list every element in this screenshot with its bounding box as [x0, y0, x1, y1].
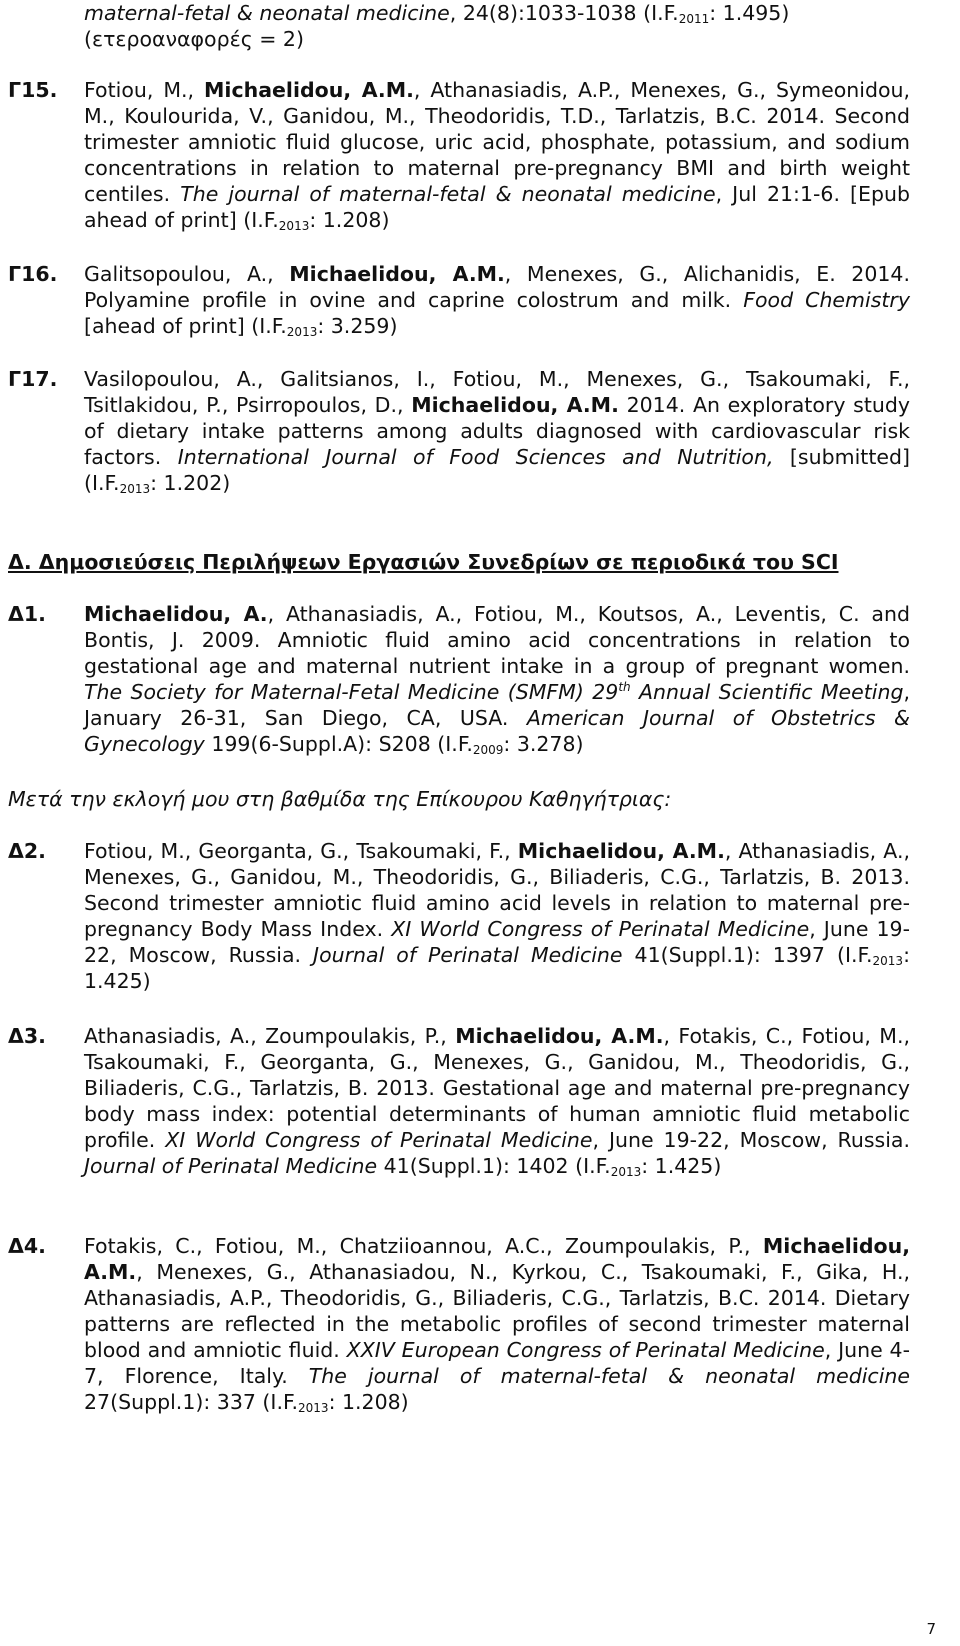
highlighted-author: Michaelidou, A.M. [204, 78, 414, 102]
journal-name: Food Chemistry [743, 288, 910, 312]
journal-name: Journal of Perinatal Medicine [313, 943, 623, 967]
conference-name: The Society for Maternal-Fetal Medicine (SMFM) 29th Annual Scientific Meeting [84, 680, 904, 704]
entry-text: Fotakis, C., Fotiou, M., Chatziioannou, A.C., Zoumpoulakis, P., Michaelidou, A.M., Menexes, G., Athanasiadou, N., Kyrkou, C., Tsakoumaki, F., Gika, H., Athanasiadis, A.P., Theodoridis, G., Biliaderis, C.G., Tarlatzis, B.C. 2014. Dietary patterns are reflected in the metabolic profiles of second trimester maternal blood and amniotic fluid. XXIV European Congress of Perinatal Medicine, June 4-7, Florence, Italy. The journal of maternal-fetal & neonatal medicine 27(Suppl.1): 337 ($I.F._{2013}$: 1.208) [84, 1234, 910, 1415]
highlighted-author: Michaelidou, A.M. [455, 1024, 664, 1048]
entry-number: Δ1. [8, 602, 46, 626]
journal-name: Journal of Perinatal Medicine [84, 1154, 378, 1178]
entry-number: Γ17. [8, 367, 58, 391]
conference-name: XI World Congress of Perinatal Medicine [165, 1128, 593, 1152]
journal-name: American Journal of Obstetrics & Gynecology [84, 706, 911, 756]
highlighted-author: Michaelidou, A. [84, 602, 268, 626]
entry-text: Vasilopoulou, A., Galitsianos, I., Fotiou, M., Menexes, G., Tsakoumaki, F., Tsitlakidou, P., Psirropoulos, D., Michaelidou, A.M. 2014. An exploratory study of dietary intake patterns among adults diagnosed with cardiovascular risk factors. International Journal of Food Sciences and Nutrition, [submitted] ($I.F._{2013}$: 1.202) [84, 367, 911, 496]
continuation-paragraph: maternal-fetal & neonatal medicine, 24(8):1033-1038 ($I.F._{2011}$: 1.495) (ετεροαναφορές = 2) [84, 1, 790, 51]
entry-number: Γ16. [8, 262, 58, 286]
journal-name: maternal-fetal & neonatal medicine [84, 1, 450, 25]
conference-name: XXIV European Congress of Perinatal Medicine [346, 1338, 825, 1362]
page-number: 7 [926, 1620, 936, 1638]
journal-name: The journal of maternal-fetal & neonatal medicine [180, 182, 716, 206]
entry-text: Galitsopoulou, A., Michaelidou, A.M., Menexes, G., Alichanidis, E. 2014. Polyamine profile in ovine and caprine colostrum and milk. Food Chemistry [ahead of print] ($I.F._{2013}$: 3.259) [84, 262, 910, 339]
highlighted-author: Michaelidou, A.M. [411, 393, 619, 417]
highlighted-author: Michaelidou, A.M. [517, 839, 725, 863]
entry-number: Δ3. [8, 1024, 46, 1048]
entry-number: Δ4. [8, 1234, 46, 1258]
section-heading: Δ. Δημοσιεύσεις Περιλήψεων Εργασιών Συνεδρίων σε περιοδικά του SCI [8, 550, 839, 574]
entry-text: Michaelidou, A., Athanasiadis, A., Fotiou, M., Koutsos, A., Leventis, C. and Bontis, J. 2009. Amniotic fluid amino acid concentrations in relation to gestational age and maternal nutrient intake in a group of pregnant women. The Society for Maternal-Fetal Medicine (SMFM) 29th Annual Scientific Meeting, January 26-31, San Diego, CA, USA. American Journal of Obstetrics & Gynecology 199(6-Suppl.A): S208 ($I.F._{2009}$: 3.278) [84, 602, 911, 757]
entry-number: Δ2. [8, 839, 46, 863]
entry-number: Γ15. [8, 78, 58, 102]
journal-name: The journal of maternal-fetal & neonatal medicine [308, 1364, 910, 1388]
entry-text: Fotiou, M., Michaelidou, A.M., Athanasiadis, A.P., Menexes, G., Symeonidou, M., Koulourida, V., Ganidou, M., Theodoridis, T.D., Tarlatzis, B.C. 2014. Second trimester amniotic fluid glucose, uric acid, phosphate, potassium, and sodium concentrations in relation to maternal pre-pregnancy BMI and birth weight centiles. The journal of maternal-fetal & neonatal medicine, Jul 21:1-6. [Epub ahead of print] ($I.F._{2013}$: 1.208) [84, 78, 911, 233]
citations-note: (ετεροαναφορές = 2) [84, 27, 304, 51]
entry-text: Fotiou, M., Georganta, G., Tsakoumaki, F., Michaelidou, A.M., Athanasiadis, A., Menexes, G., Ganidou, M., Theodoridis, G., Biliaderis, C.G., Tarlatzis, B. 2013. Second trimester amniotic fluid amino acid levels in relation to maternal pre-pregnancy Body Mass Index. XI World Congress of Perinatal Medicine, June 19-22, Moscow, Russia. Journal of Perinatal Medicine 41(Suppl.1): 1397 ($I.F._{2013}$: 1.425) [84, 839, 910, 993]
conference-name: XI World Congress of Perinatal Medicine [391, 917, 810, 941]
highlighted-author: Michaelidou, A.M. [84, 1234, 910, 1284]
entry-text: Athanasiadis, A., Zoumpoulakis, P., Michaelidou, A.M., Fotakis, C., Fotiou, M., Tsakoumaki, F., Georganta, G., Menexes, G., Ganidou, M., Theodoridis, G., Biliaderis, C.G., Tarlatzis, B. 2013. Gestational age and maternal pre-pregnancy body mass index: potential determinants of human amniotic fluid metabolic profile. XI World Congress of Perinatal Medicine, June 19-22, Moscow, Russia. Journal of Perinatal Medicine 41(Suppl.1): 1402 ($I.F._{2013}$: 1.425) [84, 1024, 910, 1179]
highlighted-author: Michaelidou, A.M. [289, 262, 505, 286]
rank-note: Μετά την εκλογή μου στη βαθμίδα της Επίκουρου Καθηγήτριας: [8, 787, 672, 811]
journal-name: International Journal of Food Sciences and Nutrition, [177, 445, 774, 469]
